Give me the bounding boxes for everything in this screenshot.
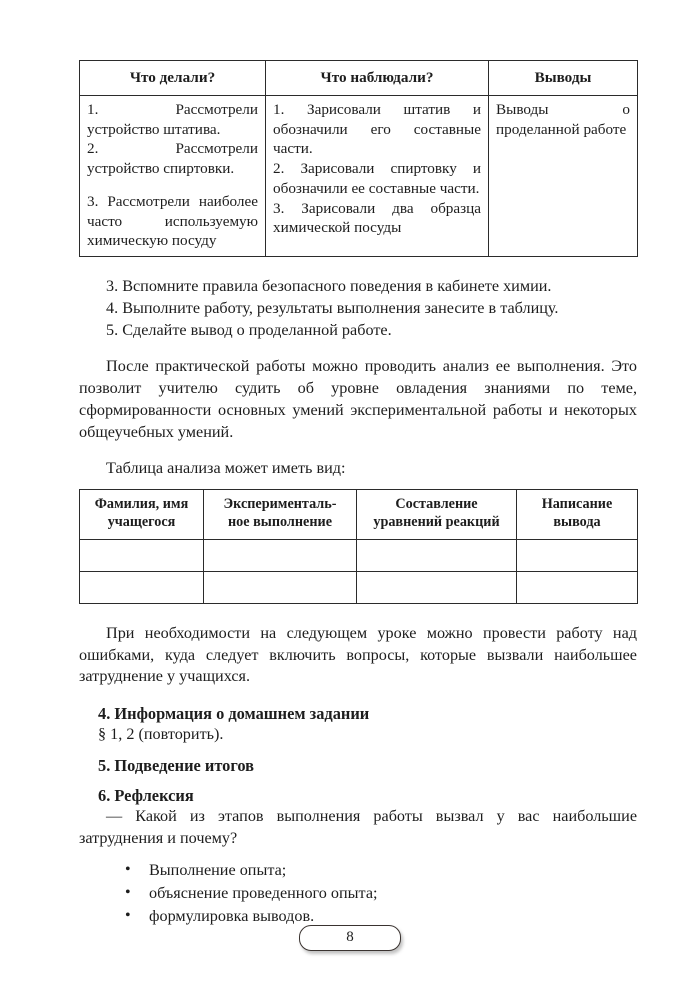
section-heading-reflection: 6. Рефлексия [98, 786, 194, 806]
header-line-1: Написание [541, 496, 613, 513]
page-number-badge: 8 [299, 925, 401, 951]
column-header-conclusion-writing [517, 490, 638, 540]
spacer [79, 341, 637, 356]
homework-text: § 1, 2 (повторить). [98, 725, 224, 744]
analysis-table [79, 489, 638, 604]
conclusion-text: Выводы о проделанной работе [496, 100, 630, 138]
procedure-table [79, 60, 638, 257]
instruction-item-5: 5. Сделайте вывод о проделанной работе. [106, 320, 392, 339]
paragraph-analysis: После практической работы можно проводить анализ ее выполнения. Это позволит учителю судить об уровне овладения знаниями по теме, сформированности основных умений экспериментальной работы и некоторых общеучебных умений. [79, 357, 637, 441]
column-header-experimental-execution [204, 490, 357, 540]
spacer [79, 257, 637, 276]
header-line-1: Эксперименталь- [223, 496, 337, 513]
list-item-label: Выполнение опыта; [149, 861, 287, 880]
observed-item-1: 1. Зарисовали штатив и обозначили его составные части. [273, 100, 481, 158]
list-item-label: формулировка выводов. [149, 907, 315, 926]
cell-conclusions [489, 95, 638, 256]
cell-what-did [80, 95, 266, 256]
section-heading-homework: 4. Информация о домашнем задании [98, 704, 370, 724]
page-content [79, 60, 637, 928]
spacer [79, 850, 637, 859]
spacer [79, 746, 637, 755]
table-header-row [80, 490, 638, 540]
observed-item-2: 2. Зарисовали спиртовку и обозначили ее составные части. [273, 160, 481, 197]
table-row [80, 95, 638, 256]
header-line-1: Составление [395, 496, 478, 513]
column-header-student-name [80, 490, 204, 540]
table-intro-text: Таблица анализа может иметь вид: [106, 459, 346, 478]
reflection-question: — Какой из этапов выполнения работы вызвал у вас наибольшие затруднения и почему? [79, 807, 637, 848]
cell-empty[interactable] [517, 571, 638, 603]
did-item-2: 2. Рассмотрели устройство спиртовки. [87, 140, 258, 177]
section-heading-summary: 5. Подведение итогов [98, 755, 255, 775]
list-item-label: объяснение проведенного опыта; [149, 884, 378, 903]
cell-empty[interactable] [204, 571, 357, 603]
column-header-conclusions: Выводы [489, 61, 638, 96]
cell-empty[interactable] [517, 539, 638, 571]
cell-empty[interactable] [80, 571, 204, 603]
spacer [79, 604, 637, 623]
reflection-bullet-list [79, 859, 637, 928]
spacer [79, 443, 637, 458]
paragraph-error-work: При необходимости на следующем уроке можно провести работу над ошибками, куда следует включить вопросы, которые вызвали наибольшее затруднение у учащихся. [79, 623, 637, 686]
bullet-icon: • [125, 861, 131, 879]
spacer [79, 480, 637, 489]
spacer [79, 688, 637, 703]
observed-item-3: 3. Зарисовали два образца химической посуды [273, 199, 481, 237]
did-item-1: 1. Рассмотрели устройство штатива. [87, 100, 258, 138]
header-line-2: уравнений реакций [373, 514, 500, 530]
table-row [80, 539, 638, 571]
cell-empty[interactable] [357, 571, 517, 603]
list-item [125, 882, 637, 905]
bullet-icon: • [125, 884, 131, 902]
cell-empty[interactable] [204, 539, 357, 571]
table-row [80, 571, 638, 603]
column-header-what-observed: Что наблюдали? [266, 61, 489, 96]
cell-empty[interactable] [357, 539, 517, 571]
page-footer [0, 925, 700, 951]
bullet-icon: • [125, 907, 131, 925]
header-line-2: ное выполнение [227, 514, 332, 530]
cell-what-observed [266, 95, 489, 256]
instruction-item-3: 3. Вспомните правила безопасного поведения в кабинете химии. [106, 277, 552, 295]
column-header-what-did: Что делали? [80, 61, 266, 96]
instruction-list [79, 276, 637, 341]
did-item-3: 3. Рассмотрели наиболее часто используемую химическую посуду [87, 192, 258, 250]
spacer [79, 776, 637, 785]
header-line-1: Фамилия, имя [94, 496, 189, 513]
header-line-2: вывода [553, 514, 601, 530]
instruction-item-4: 4. Выполните работу, результаты выполнения занесите в таблицу. [106, 298, 559, 317]
spacer [87, 179, 258, 192]
table-header-row [80, 61, 638, 96]
column-header-reaction-equations [357, 490, 517, 540]
list-item [125, 859, 637, 882]
header-line-2: учащегося [107, 514, 176, 530]
cell-empty[interactable] [80, 539, 204, 571]
